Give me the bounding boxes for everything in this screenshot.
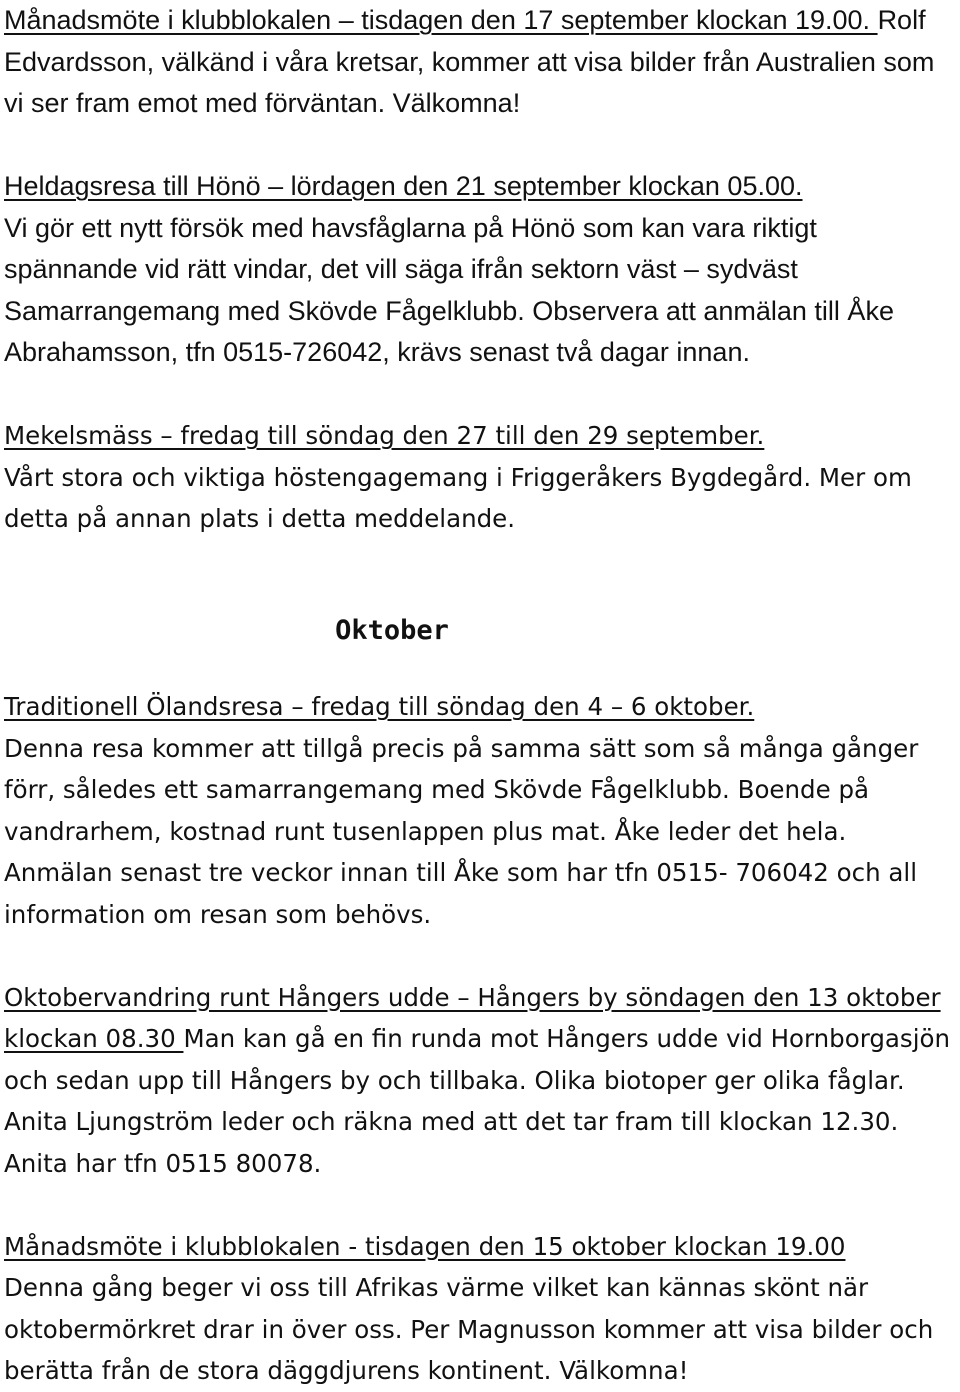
event-oland-trip — [4, 686, 958, 935]
spacer — [4, 540, 958, 575]
newsletter-page — [4, 0, 958, 1392]
event-title: Månadsmöte i klubblokalen – tisdagen den 17 september klockan 19.00. — [4, 5, 878, 35]
event-title: Mekelsmäss – fredag till söndag den 27 till den 29 september. — [4, 421, 765, 450]
event-description: Rolf Edvardsson, välkänd i våra kretsar, kommer att visa bilder från Australien som vi ser fram emot med förväntan. Välkomna! — [4, 5, 935, 118]
spacer — [4, 575, 958, 610]
event-description: Man kan gå en fin runda mot Hångers udde vid Hornborgasjön och sedan upp till Hångers by och tillbaka. Olika biotoper ger olika fåglar. Anita Ljungström leder och räkna med att det tar fram till klockan 12.30. Anita har tfn 0515 80078. — [4, 1024, 951, 1178]
spacer — [4, 125, 958, 167]
event-hono-trip — [4, 166, 958, 374]
event-title: Traditionell Ölandsresa – fredag till söndag den 4 – 6 oktober. — [4, 692, 755, 721]
event-october-walk — [4, 977, 958, 1185]
spacer — [4, 935, 958, 977]
event-title: Oktobervandring runt Hångers udde – Hångers by söndagen den 13 oktober klockan 08.30 — [4, 982, 941, 1053]
event-title: Månadsmöte i klubblokalen - tisdagen den 15 oktober klockan 19.00 — [4, 1231, 846, 1261]
event-mekelsmass — [4, 415, 958, 540]
spacer — [4, 651, 958, 686]
event-title: Heldagsresa till Hönö – lördagen den 21 september klockan 05.00. — [4, 171, 803, 201]
event-september-monthly-meeting — [4, 0, 958, 125]
event-description: Denna resa kommer att tillgå precis på samma sätt som så många gånger förr, således ett samarrangemang med Skövde Fågelklubb. Boende på vandrarhem, kostnad runt tusenlappen plus mat. Åke leder det hela. Anmälan senast tre veckor innan till Åke som har tfn 0515- 706042 och all information om resan som behövs. — [4, 733, 919, 929]
event-description: Denna gång beger vi oss till Afrikas värme vilket kan kännas skönt när oktobermörkret drar in över oss. Per Magnusson kommer att visa bilder och berätta från de stora däggdjurens kontinent. Välkomna! — [4, 1273, 934, 1385]
event-october-monthly-meeting — [4, 1226, 958, 1392]
month-heading-october: Oktober — [335, 614, 449, 646]
spacer — [4, 1184, 958, 1226]
event-description: Vi gör ett nytt försök med havsfåglarna på Hönö som kan vara riktigt spännande vid rätt vindar, det vill säga ifrån sektorn väst – sydväst Samarrangemang med Skövde Fågelklubb. Observera att anmälan till Åke Abrahamsson, tfn 0515-726042, krävs senast två dagar innan. — [4, 212, 894, 367]
spacer — [4, 374, 958, 416]
event-description: Vårt stora och viktiga höstengagemang i Friggeråkers Bygdegård. Mer om detta på annan plats i detta meddelande. — [4, 462, 912, 533]
